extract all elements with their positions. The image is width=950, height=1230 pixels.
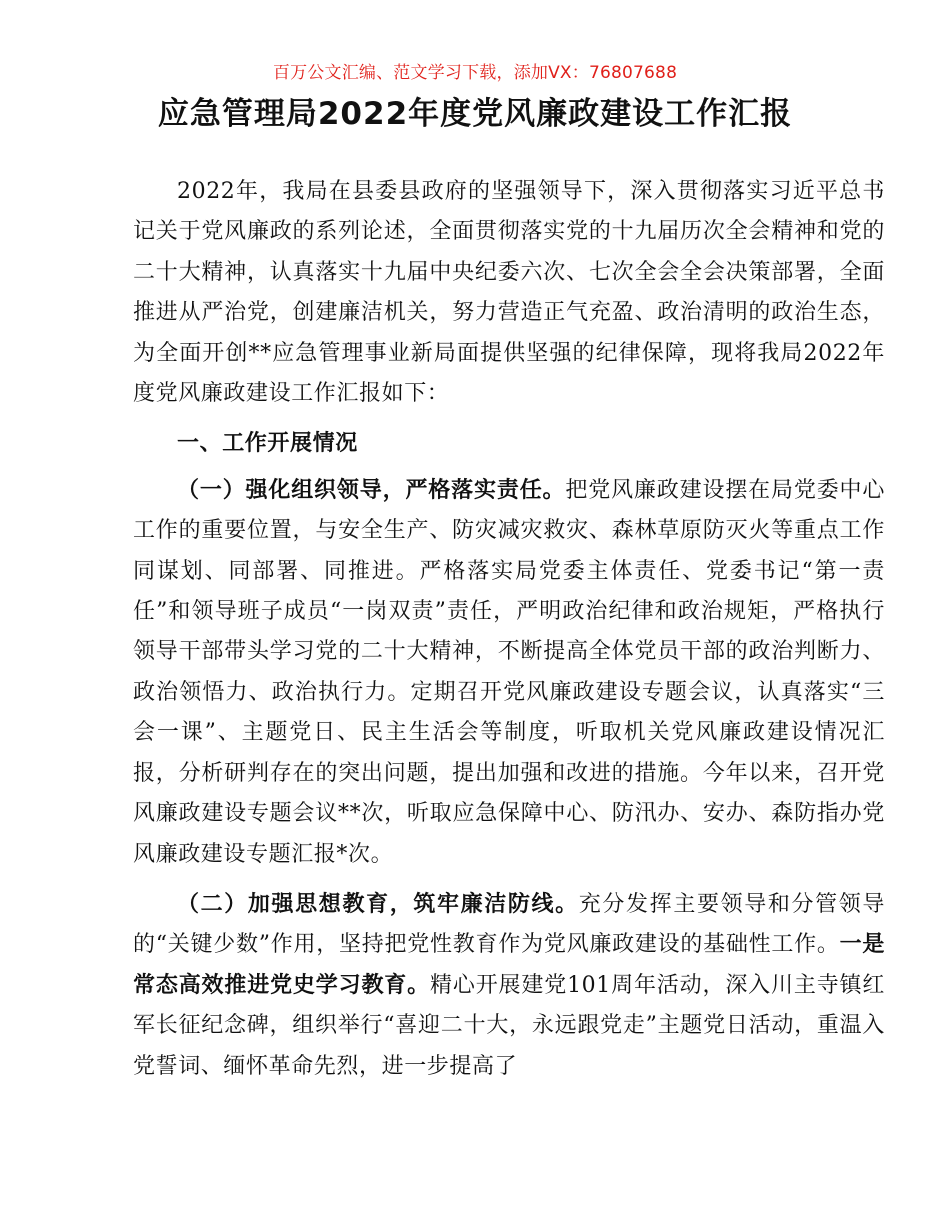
item1-lead: （一）强化组织领导，严格落实责任。: [177, 477, 566, 503]
watermark-banner: 百万公文汇编、范文学习下载，添加VX：76807688: [272, 63, 678, 83]
document-title: 应急管理局2022年度党风廉政建设工作汇报: [157, 96, 793, 132]
item2-text-continued: 精心开展建党101周年活动，深入川主寺镇红军长征纪念碑，组织举行“喜迎二十大，永远跟党走”主题党日活动，重温入党誓词、缅怀革命先烈，进一步提高了: [133, 972, 886, 1079]
item2-paragraph: [133, 885, 885, 1087]
item1-text: 把党风廉政建设摆在局党委中心工作的重要位置，与安全生产、防灾减灾救灾、森林草原防灭火等重点工作同谋划、同部署、同推进。严格落实局党委主体责任、党委书记“第一责任”和领导班子成员“一岗双责”责任，严明政治纪律和政治规矩，严格执行领导干部带头学习党的二十大精神，不断提高全体党员干部的政治判断力、政治领悟力、政治执行力。定期召开党风廉政建设专题会议，认真落实“三会一课”、主题党日、民主生活会等制度，听取机关党风廉政建设情况汇报，分析研判存在的突出问题，提出加强和改进的措施。今年以来，召开党风廉政建设专题会议**次，听取应急保障中心、防汛办、安办、森防指办党风廉政建设专题汇报*次。: [133, 477, 885, 867]
section-heading: 一、工作开展情况: [177, 431, 358, 457]
item2-lead: （二）加强思想教育，筑牢廉洁防线。: [177, 891, 579, 917]
item2-sublead: 一是常态高效推进党史学习教育。: [133, 932, 885, 998]
item2-text: 充分发挥主要领导和分管领导的“关键少数”作用，坚持把党性教育作为党风廉政建设的基础性工作。: [133, 891, 885, 958]
intro-paragraph: 2022年，我局在县委县政府的坚强领导下，深入贯彻落实习近平总书记关于党风廉政的系列论述，全面贯彻落实党的十九届历次全会精神和党的二十大精神，认真落实十九届中央纪委六次、七次全会全会决策部署，全面推进从严治党，创建廉洁机关，努力营造正气充盈、政治清明的政治生态，为全面开创**应急管理事业新局面提供坚强的纪律保障，现将我局2022年度党风廉政建设工作汇报如下：: [133, 179, 885, 407]
document-body: [133, 172, 885, 1087]
item1-paragraph: [133, 471, 885, 875]
